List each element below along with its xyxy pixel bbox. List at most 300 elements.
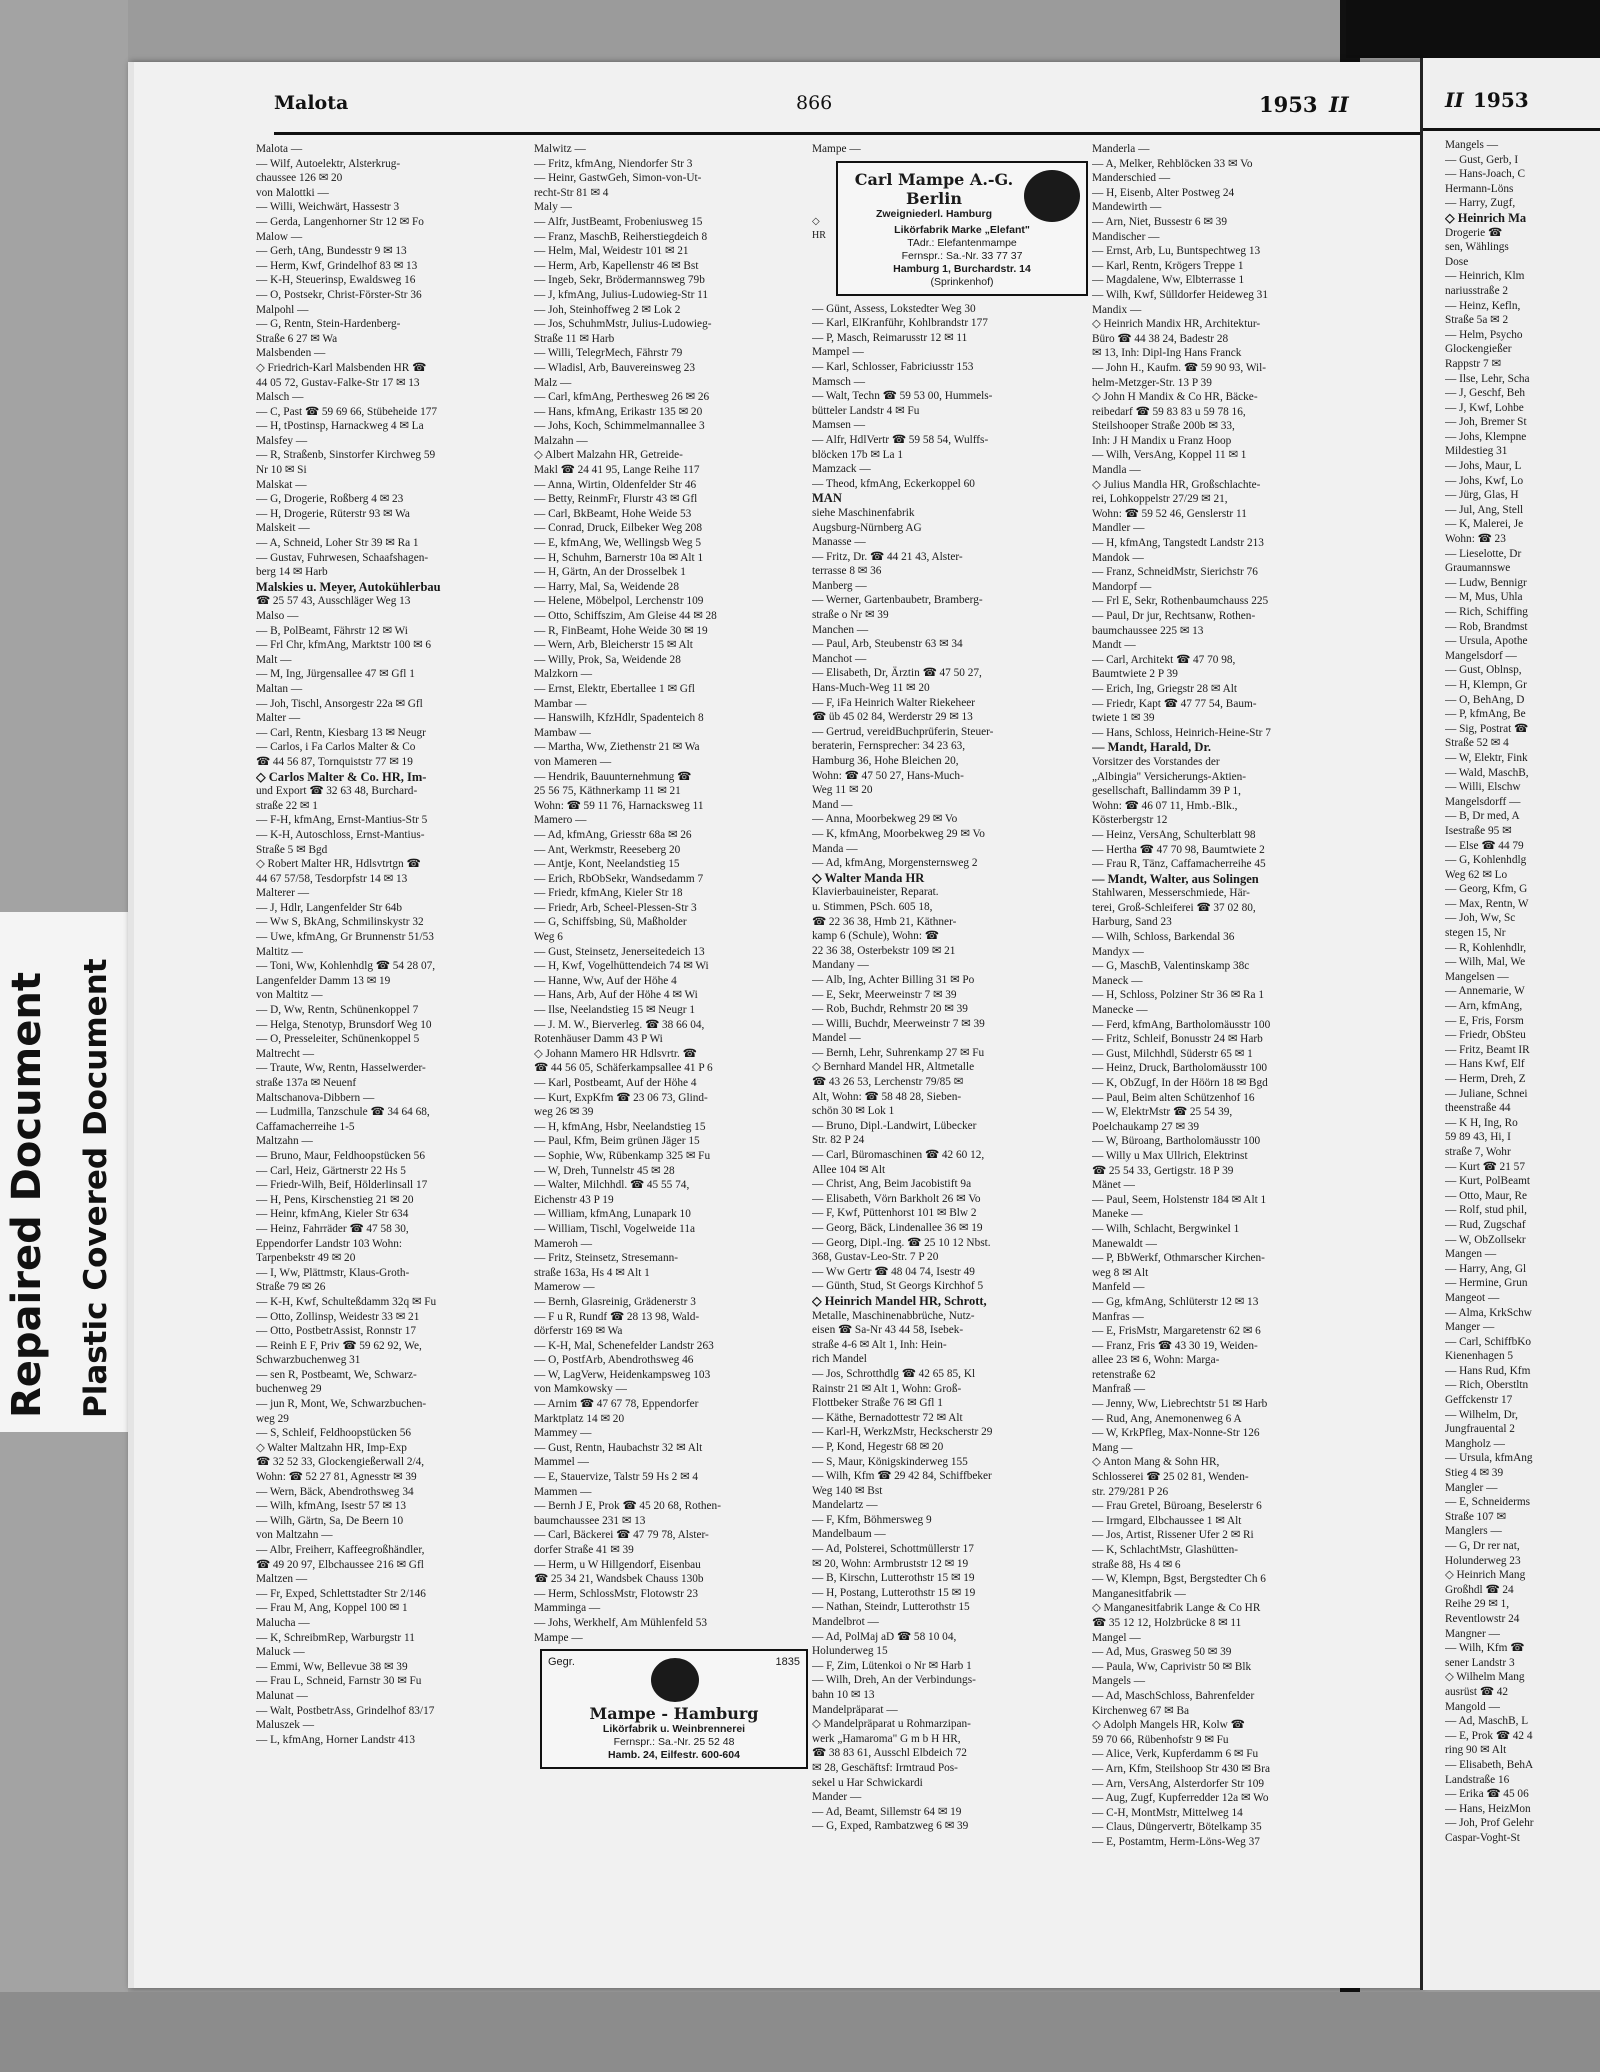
directory-entry: — W, KrkPfleg, Max-Nonne-Str 126 — [1092, 1427, 1260, 1440]
directory-entry: Mangels — — [1092, 1675, 1146, 1688]
directory-entry: — K, SchreibmRep, Warburgstr 11 — [256, 1631, 415, 1644]
directory-entry: Manfeld — — [1092, 1281, 1145, 1294]
directory-entry: — Ad, Mus, Grasweg 50 ✉ 39 — [1092, 1646, 1232, 1659]
directory-entry: — H, kfmAng, Tangstedt Landstr 213 — [1092, 537, 1264, 550]
facing-head-year: 1953 — [1473, 88, 1529, 112]
directory-entry: straße 4-6 ✉ Alt 1, Inh: Hein- — [812, 1338, 947, 1351]
directory-entry: beraterin, Fernsprecher: 34 23 63, — [812, 740, 966, 753]
directory-entry: — Heinz, Druck, Bartholomäusstr 100 — [1092, 1062, 1268, 1075]
directory-entry: Maly — — [534, 201, 572, 214]
directory-entry: Harburg, Sand 23 — [1092, 916, 1172, 929]
directory-entry: ◇ John H Mandix & Co HR, Bäcke- — [1092, 391, 1258, 404]
directory-entry: — Johs, Klempne — [1445, 430, 1527, 443]
directory-entry: — Karl, Rentn, Krögers Treppe 1 — [1092, 259, 1244, 272]
directory-entry: — H, Schloss, Polziner Str 36 ✉ Ra 1 — [1092, 989, 1265, 1002]
directory-entry: ◇ Heinrich Mang — [1445, 1569, 1526, 1582]
directory-entry: — jun R, Mont, We, Schwarzbuchen- — [256, 1398, 427, 1411]
directory-entry: Malpohl — — [256, 303, 309, 316]
ad-line: Fernspr.: Sa.-Nr. 33 77 37 — [901, 249, 1023, 262]
directory-entry: ◇ Heinrich Ma — [1445, 210, 1527, 225]
directory-entry: Manganesitfabrik — — [1092, 1587, 1186, 1600]
directory-entry: Malunat — — [256, 1689, 308, 1702]
directory-entry: — Carl, Bäckerei ☎ 47 79 78, Alster- — [534, 1529, 709, 1542]
directory-entry: — Albr, Freiherr, Kaffeegroßhändler, — [256, 1544, 425, 1556]
directory-entry: ☎ üb 45 02 84, Werderstr 29 ✉ 13 — [812, 711, 973, 724]
directory-entry: straße 163a, Hs 4 ✉ Alt 1 — [534, 1266, 650, 1279]
directory-entry: — W, Klempn, Bgst, Bergstedter Ch 6 — [1092, 1573, 1266, 1586]
directory-entry: — Arn, Kfm, Steilshoop Str 430 ✉ Bra — [1092, 1762, 1270, 1775]
column-1 — [256, 142, 536, 1982]
directory-entry: — Günth, Stud, St Georgs Kirchhof 5 — [812, 1280, 984, 1293]
directory-entry: — H, Schuhm, Barnerstr 10a ✉ Alt 1 — [534, 551, 704, 564]
running-head-volume: II — [1329, 92, 1349, 117]
directory-entry: 44 05 72, Gustav-Falke-Str 17 ✉ 13 — [256, 376, 420, 389]
directory-entry: — Joh, Ww, Sc — [1445, 912, 1516, 925]
directory-entry: ✉ 13, Inh: Dipl-Ing Hans Franck — [1092, 347, 1242, 360]
directory-entry: Maltschanova-Dibbern — — [256, 1091, 375, 1104]
directory-entry: „Albingia" Versicherungs-Aktien- — [1092, 770, 1247, 783]
directory-entry: Weg 6 — [534, 931, 563, 944]
directory-entry: — H, Postang, Lutterothstr 15 ✉ 19 — [812, 1586, 976, 1599]
directory-entry: — Ant, Werkmstr, Reeseberg 20 — [534, 843, 681, 856]
column-4 — [1092, 142, 1372, 1982]
directory-entry: — Ad, Beamt, Sillemstr 64 ✉ 19 — [812, 1805, 962, 1818]
directory-entry: — Magdalene, Ww, Elbterrasse 1 — [1092, 274, 1245, 287]
directory-entry: Tarpenbekstr 49 ✉ 20 — [256, 1252, 356, 1265]
directory-entry: ✉ 20, Wohn: Armbruststr 12 ✉ 19 — [812, 1557, 969, 1570]
directory-entry: Mampe — — [534, 1631, 583, 1644]
directory-entry: Makl ☎ 24 41 95, Lange Reihe 117 — [534, 464, 700, 477]
directory-entry: Maneke — — [1092, 1208, 1143, 1221]
directory-entry: Maluck — — [256, 1646, 305, 1659]
directory-entry: — Bernh, Glasreinig, Grädenerstr 3 — [534, 1295, 696, 1308]
directory-entry: Mampe — — [812, 143, 861, 155]
directory-entry: — Ad, MaschSchloss, Bahrenfelder — [1092, 1689, 1255, 1702]
directory-entry: — Gust, Steinsetz, Jenerseitedeich 13 — [534, 945, 705, 958]
directory-entry: gesellschaft, Ballindamm 39 P 1, — [1092, 785, 1241, 798]
directory-entry: sener Landstr 3 — [1445, 1656, 1515, 1669]
directory-entry: Eppendorfer Landstr 103 Wohn: — [256, 1237, 403, 1250]
directory-entry: ☎ 38 83 61, Ausschl Elbdeich 72 — [812, 1747, 967, 1760]
directory-entry: Geffckenstr 17 — [1445, 1394, 1513, 1407]
directory-entry: — Rob, Brandmst — [1445, 620, 1528, 633]
directory-entry: Mangler — — [1445, 1481, 1498, 1494]
directory-entry: Maluszek — — [256, 1719, 315, 1732]
directory-entry: Mamsen — — [812, 419, 866, 432]
facing-head-volume: II — [1445, 88, 1464, 112]
ad-header-text — [844, 170, 1024, 221]
directory-entry: Malzkorn — — [534, 668, 593, 681]
directory-entry: — Bernh J E, Prok ☎ 45 20 68, Rothen- — [534, 1500, 721, 1513]
directory-entry: — Gust, Gerb, I — [1445, 153, 1519, 166]
directory-entry: — Sig, Postrat ☎ — [1445, 722, 1529, 735]
directory-entry: — Aug, Zugf, Kupferredder 12a ✉ Wo — [1092, 1792, 1269, 1805]
directory-entry: ✉ 28, Geschäftsf: Irmtraud Pos- — [812, 1761, 958, 1774]
directory-entry: Mambar — — [534, 697, 587, 710]
directory-entry: — W, LagVerw, Heidenkampsweg 103 — [534, 1368, 711, 1381]
directory-entry: Wohn: ☎ 47 50 27, Hans-Much- — [812, 769, 964, 782]
directory-entry: helm-Metzger-Str. 13 P 39 — [1092, 376, 1212, 389]
directory-entry: chaussee 126 ✉ 20 — [256, 172, 343, 185]
directory-entry: Manfraß — — [1092, 1383, 1146, 1396]
directory-entry: — Paul, Seem, Holstenstr 184 ✉ Alt 1 — [1092, 1193, 1267, 1206]
directory-entry: — Lieselotte, Dr — [1445, 547, 1522, 560]
directory-entry: — Betty, ReinmFr, Flurstr 43 ✉ Gfl — [534, 493, 698, 506]
directory-entry: — C-H, MontMstr, Mittelweg 14 — [1092, 1806, 1243, 1819]
directory-entry: — Hans-Joach, C — [1445, 168, 1526, 181]
directory-entry: siehe Maschinenfabrik — [812, 506, 915, 519]
directory-entry: — M, Mus, Uhla — [1445, 591, 1523, 604]
directory-entry: Manger — — [1445, 1321, 1495, 1334]
directory-entry: — Gg, kfmAng, Schlüterstr 12 ✉ 13 — [1092, 1295, 1259, 1308]
directory-entry: Landstraße 16 — [1445, 1773, 1510, 1786]
directory-entry: — F, Kwf, Püttenhorst 101 ✉ Blw 2 — [812, 1207, 977, 1220]
directory-entry: bütteler Landstr 4 ✉ Fu — [812, 404, 920, 417]
directory-entry: Straße 11 ✉ Harb — [534, 332, 615, 345]
directory-entry: Malota — — [256, 143, 303, 155]
directory-entry: — J. M. W., Bierverleg. ☎ 38 66 04, — [534, 1018, 705, 1031]
scan-bottom-margin — [0, 1992, 1600, 2072]
directory-entry: — Carl, SchiffbKo — [1445, 1335, 1532, 1348]
directory-entry: theenstraße 44 — [1445, 1102, 1511, 1115]
directory-entry: — Juliane, Schnei — [1445, 1087, 1528, 1100]
directory-entry: Stahlwaren, Messerschmiede, Här- — [1092, 887, 1250, 900]
directory-entry: — Ww Gertr ☎ 48 04 74, Isestr 49 — [812, 1265, 975, 1278]
directory-entry: buchenweg 29 — [256, 1383, 322, 1396]
directory-entry: Büro ☎ 44 38 24, Badestr 28 — [1092, 332, 1229, 345]
directory-entry: Großhdl ☎ 24 — [1445, 1583, 1514, 1596]
directory-entry: — Ww S, BkAng, Schmilinskystr 32 — [256, 916, 424, 929]
directory-entry: ☎ 35 12 12, Holzbrücke 8 ✉ 11 — [1092, 1616, 1242, 1629]
directory-entry: dörferstr 169 ✉ Wa — [534, 1325, 623, 1338]
directory-entry: Eichenstr 43 P 19 — [534, 1193, 614, 1206]
directory-entry: Mandelbaum — — [812, 1528, 886, 1541]
directory-entry: — Frl E, Sekr, Rothenbaumchauss 225 — [1092, 595, 1269, 608]
directory-entry: Jungfrauental 2 — [1445, 1423, 1515, 1436]
directory-entry: — Ad, PolMaj aD ☎ 58 10 04, — [812, 1630, 957, 1643]
directory-entry: Mander — — [812, 1791, 862, 1804]
directory-entry: — Hendrik, Bauunternehmung ☎ — [534, 770, 692, 783]
directory-entry: — H, Drogerie, Rüterstr 93 ✉ Wa — [256, 507, 410, 520]
directory-entry: — W, ElektrMstr ☎ 25 54 39, — [1092, 1106, 1233, 1119]
directory-entry: — G, Schiffsbing, Sü, Maßholder — [534, 916, 687, 929]
directory-entry: — Fritz, Schleif, Bonusstr 24 ✉ Harb — [1092, 1033, 1263, 1046]
directory-entry: — Mandt, Walter, aus Solingen — [1092, 871, 1259, 886]
directory-entry: — Heinz, Fahrräder ☎ 47 58 30, — [256, 1222, 409, 1235]
directory-entry: Malz — — [534, 376, 572, 389]
ad-line: Likörfabrik u. Weinbrennerei — [602, 1723, 746, 1736]
directory-entry: — Ilse, Lehr, Scha — [1445, 372, 1530, 385]
directory-entry: — K, SchlachtMstr, Glashütten- — [1092, 1544, 1239, 1556]
directory-entry: — Conrad, Druck, Eilbeker Weg 208 — [534, 522, 702, 535]
directory-entry: ◇ Heinrich Mandel HR, Schrott, — [812, 1293, 987, 1308]
column-2 — [534, 142, 814, 1982]
directory-entry: Mildestieg 31 — [1445, 445, 1508, 458]
directory-entry: — Heinr, GastwGeh, Simon-von-Ut- — [534, 172, 702, 185]
directory-entry: ☎ 25 34 21, Wandsbek Chauss 130b — [534, 1573, 704, 1586]
directory-entry: — Martha, Ww, Ziethenstr 21 ✉ Wa — [534, 741, 700, 754]
directory-entry: — Frau M, Ang, Koppel 100 ✉ 1 — [256, 1602, 408, 1615]
directory-entry: — Franz, MaschB, Reiherstiegdeich 8 — [534, 230, 708, 243]
directory-entry: twiete 1 ✉ 39 — [1092, 712, 1155, 725]
directory-entry: — Gustav, Fuhrwesen, Schaafshagen- — [256, 551, 429, 564]
directory-entry: — Fritz, Dr. ☎ 44 21 43, Alster- — [812, 550, 963, 563]
directory-entry: — B, Dr med, A — [1445, 810, 1520, 823]
directory-entry: Mampel — — [812, 346, 864, 359]
ad-line: Hamburg 1, Burchardstr. 14 — [893, 262, 1031, 275]
directory-entry: — Reinh E F, Priv ☎ 59 62 92, We, — [256, 1339, 422, 1352]
directory-entry: — Willy u Max Ullrich, Elektrinst — [1092, 1149, 1248, 1162]
directory-entry: weg 26 ✉ 39 — [534, 1106, 594, 1119]
directory-entry: Rappstr 7 ✉ — [1445, 357, 1501, 370]
directory-entry: — Ad, kfmAng, Morgensternsweg 2 — [812, 857, 978, 870]
directory-entry: rei, Lohkoppelstr 27/29 ✉ 21, — [1092, 493, 1228, 506]
directory-entry: Isestraße 95 ✉ — [1445, 824, 1512, 837]
directory-entry: — Nathan, Steindr, Lutterothstr 15 — [812, 1601, 970, 1614]
directory-entry: — Max, Rentn, W — [1445, 897, 1529, 910]
directory-entry: Graumannswe — [1445, 562, 1511, 575]
directory-entry: — Arn, VersAng, Alsterdorfer Str 109 — [1092, 1777, 1265, 1790]
directory-entry: Mang — — [1092, 1441, 1133, 1454]
directory-entry: Holunderweg 23 — [1445, 1554, 1521, 1567]
directory-entry: Mandewirth — — [1092, 201, 1162, 214]
directory-entry: — Fritz, kfmAng, Niendorfer Str 3 — [534, 157, 693, 170]
directory-entry: Glockengießer — [1445, 343, 1512, 356]
directory-entry: — H, Eisenb, Alter Postweg 24 — [1092, 186, 1235, 199]
directory-entry: — Paul, Beim alten Schützenhof 16 — [1092, 1091, 1255, 1104]
directory-entry: — Karl-H, WerkzMstr, Heckscherstr 29 — [812, 1426, 993, 1439]
directory-entry: ◇ Friedrich-Karl Malsbenden HR ☎ — [256, 361, 427, 374]
directory-entry: — Toni, Ww, Kohlenhdlg ☎ 54 28 07, — [256, 960, 436, 973]
directory-entry: — Herm, Kwf, Grindelhof 83 ✉ 13 — [256, 259, 418, 272]
directory-entry: ausrüst ☎ 42 — [1445, 1685, 1509, 1698]
directory-entry: — Fritz, Beamt IR — [1445, 1043, 1530, 1056]
directory-entry: Malterer — — [256, 887, 310, 900]
directory-entry: — Heinz, VersAng, Schulterblatt 98 — [1092, 828, 1256, 841]
directory-entry: — Frl Chr, kfmAng, Marktstr 100 ✉ 6 — [256, 639, 432, 652]
directory-entry: — K-H, Kwf, Schulteßdamm 32q ✉ Fu — [256, 1295, 437, 1308]
facing-column — [1445, 138, 1600, 1978]
directory-entry: Maltzahn — — [256, 1135, 313, 1148]
ad-line: Likörfabrik Marke „Elefant" — [894, 223, 1030, 236]
directory-entry: — J, Kwf, Lohbe — [1445, 401, 1524, 414]
directory-entry: — Carl, BkBeamt, Hohe Weide 53 — [534, 507, 692, 520]
directory-entry: Str. 82 P 24 — [812, 1134, 865, 1147]
directory-entry: ◇ Bernhard Mandel HR, Altmetalle — [812, 1061, 975, 1074]
directory-entry: — Walt, PostbetrAss, Grindelhof 83/17 — [256, 1704, 435, 1717]
directory-entry: sekel u Har Schwickardi — [812, 1776, 923, 1789]
directory-entry: straße 137a ✉ Neuenf — [256, 1077, 357, 1089]
directory-entry: — Joh, Bremer St — [1445, 416, 1527, 429]
directory-entry: — H, kfmAng, Hsbr, Neelandstieg 15 — [534, 1120, 706, 1133]
directory-entry: — Harry, Zugf, — [1445, 197, 1516, 210]
directory-entry: — Johs, Koch, Schimmelmannallee 3 — [534, 420, 705, 433]
directory-entry: — Hanne, Ww, Auf der Höhe 4 — [534, 974, 677, 987]
directory-entry: ◇ Heinrich Mandix HR, Architektur- — [1092, 318, 1261, 331]
directory-entry: — E, Schneiderms — [1445, 1496, 1531, 1509]
directory-entry: Mandelartz — — [812, 1499, 878, 1512]
directory-entry: ◇ Robert Malter HR, Hdlsvtrtgn ☎ — [256, 858, 421, 871]
directory-entry: — Hertha ☎ 47 70 98, Baumtwiete 2 — [1092, 843, 1265, 856]
carl-mampe-berlin-ad — [836, 161, 1088, 296]
directory-entry: Flottbeker Straße 76 ✉ Gfl 1 — [812, 1397, 943, 1410]
directory-entry: — R, Kohlenhdlr, — [1445, 941, 1527, 954]
directory-entry: — S, Maur, Königskinderweg 155 — [812, 1455, 968, 1468]
directory-entry: Reventlowstr 24 — [1445, 1612, 1520, 1625]
directory-entry: — G, Dr rer nat, — [1445, 1540, 1520, 1552]
directory-entry: Mandyx — — [1092, 945, 1144, 958]
directory-entry: — O, Presseleiter, Schünenkoppel 5 — [256, 1033, 420, 1046]
directory-entry: — Harry, Mal, Sa, Weidende 28 — [534, 580, 679, 593]
directory-entry: Manberg — — [812, 579, 867, 592]
directory-entry: — Gust, Oblnsp, — [1445, 664, 1522, 677]
directory-entry: — William, kfmAng, Lunapark 10 — [534, 1208, 691, 1221]
directory-entry: ☎ 49 20 97, Elbchaussee 216 ✉ Gfl — [256, 1558, 424, 1571]
directory-entry: nariusstraße 2 — [1445, 284, 1509, 297]
directory-entry: Maltzen — — [256, 1573, 308, 1586]
directory-entry: recht-Str 81 ✉ 4 — [534, 186, 609, 199]
directory-entry: — Ad, Polsterei, Schottmüllerstr 17 — [812, 1543, 974, 1556]
directory-entry: Drogerie ☎ — [1445, 226, 1503, 239]
directory-entry: Poelchaukamp 27 ✉ 39 — [1092, 1120, 1200, 1133]
directory-entry: Maltan — — [256, 682, 303, 695]
directory-entry: str. 279/281 P 26 — [1092, 1485, 1169, 1498]
directory-entry: Wohn: ☎ 23 — [1445, 533, 1506, 546]
directory-entry: — Johs, Kwf, Lo — [1445, 474, 1524, 487]
directory-entry: — Wilh, Schloss, Barkendal 36 — [1092, 931, 1235, 944]
directory-entry: — Bruno, Dipl.-Landwirt, Lübecker — [812, 1119, 977, 1132]
directory-entry: — E, Stauervize, Talstr 59 Hs 2 ✉ 4 — [534, 1471, 699, 1484]
directory-entry: — Wern, Arb, Bleicherstr 15 ✉ Alt — [534, 639, 693, 652]
directory-entry: allee 23 ✉ 6, Wohn: Marga- — [1092, 1354, 1220, 1367]
directory-entry: — Irmgard, Elbchaussee 1 ✉ Alt — [1092, 1514, 1242, 1527]
directory-entry: — Ad, MaschB, L — [1445, 1715, 1529, 1728]
directory-entry: — Frau Gretel, Büroang, Beselerstr 6 — [1092, 1500, 1262, 1513]
directory-entry: — K-H, Autoschloss, Ernst-Mantius- — [256, 828, 425, 841]
hr-marker: ◇ HR — [812, 215, 826, 242]
directory-entry: Malsfey — — [256, 434, 308, 447]
directory-entry: — O, BehAng, D — [1445, 693, 1525, 706]
ad-founded-label: Gegr. — [548, 1656, 575, 1669]
directory-entry: — H, Pens, Kirschenstieg 21 ✉ 20 — [256, 1193, 414, 1206]
directory-entry: — Else ☎ 44 79 — [1445, 839, 1524, 852]
directory-entry: Straße 6 27 ✉ Wa — [256, 332, 338, 345]
directory-entry: Mandix — — [1092, 303, 1142, 316]
directory-entry: Mandorpf — — [1092, 580, 1152, 593]
directory-entry: — Rich, Schiffing — [1445, 606, 1528, 618]
directory-entry: — Walt, Techn ☎ 59 53 00, Hummels- — [812, 390, 993, 403]
directory-entry: — Erich, RbObSekr, Wandsedamm 7 — [534, 872, 704, 885]
directory-entry: — Hans, kfmAng, Erikastr 135 ✉ 20 — [534, 405, 703, 418]
directory-entry: Metalle, Maschinenabbrüche, Nutz- — [812, 1309, 975, 1322]
directory-entry: — Wilh, Kwf, Sülldorfer Heideweg 31 — [1092, 288, 1268, 301]
directory-entry: — Emmi, Ww, Bellevue 38 ✉ 39 — [256, 1660, 408, 1673]
directory-entry: weg 8 ✉ Alt — [1092, 1266, 1149, 1279]
scan-corner-black — [1346, 0, 1600, 58]
directory-entry: ☎ 44 56 87, Tornquiststr 77 ✉ 19 — [256, 755, 413, 768]
ad-founded-row — [548, 1656, 800, 1704]
directory-entry: reibedarf ☎ 59 83 83 u 59 78 16, — [1092, 405, 1246, 418]
directory-entry: Stieg 4 ✉ 39 — [1445, 1467, 1504, 1480]
directory-entry: Mandel — — [812, 1032, 861, 1045]
directory-entry: Manasse — — [812, 536, 866, 549]
directory-entry: Malskeit — — [256, 522, 310, 535]
directory-entry: — F u R, Rundf ☎ 28 13 98, Wald- — [534, 1310, 700, 1323]
directory-entry: — Mandt, Harald, Dr. — [1092, 740, 1211, 755]
directory-entry: — B, PolBeamt, Fährstr 12 ✉ Wi — [256, 624, 408, 637]
directory-entry: — Karl, Postbeamt, Auf der Höhe 4 — [534, 1077, 697, 1089]
facing-page — [1420, 58, 1600, 1990]
directory-entry: — F, Kfm, Böhmersweg 9 — [812, 1513, 932, 1526]
directory-entry: Mangel — — [1092, 1631, 1141, 1644]
directory-entry: — Gertrud, vereidBuchprüferin, Steuer- — [812, 725, 994, 738]
directory-entry: — Gerda, Langenhorner Str 12 ✉ Fo — [256, 215, 424, 228]
directory-entry: — W, Büroang, Bartholomäusstr 100 — [1092, 1135, 1261, 1148]
directory-entry: — Carl, Heiz, Gärtnerstr 22 Hs 5 — [256, 1164, 406, 1177]
directory-entry: Manderla — — [1092, 143, 1150, 155]
directory-entry: — Friedr, Kapt ☎ 47 77 54, Baum- — [1092, 697, 1257, 710]
directory-entry: — K, ObZugf, In der Höörn 18 ✉ Bgd — [1092, 1077, 1268, 1089]
directory-entry: 368, Gustav-Leo-Str. 7 P 20 — [812, 1251, 939, 1264]
directory-entry: — G, Kohlenhdlg — [1445, 854, 1527, 867]
directory-entry: ◇ Johann Mamero HR Hdlsvrtr. ☎ — [534, 1047, 697, 1060]
directory-entry: Straße 79 ✉ 26 — [256, 1281, 326, 1294]
directory-entry: — Johs, Maur, L — [1445, 460, 1522, 473]
directory-entry: — Ludmilla, Tanzschule ☎ 34 64 68, — [256, 1106, 430, 1119]
directory-entry: baumchaussee 225 ✉ 13 — [1092, 624, 1204, 637]
directory-entry: ◇ Walter Maltzahn HR, Imp-Exp — [256, 1441, 407, 1454]
directory-entry: — Wilh, kfmAng, Isestr 57 ✉ 13 — [256, 1500, 407, 1513]
directory-entry: — Ursula, Apothe — [1445, 635, 1528, 648]
directory-entry: Manda — — [812, 842, 858, 855]
directory-entry: — I, Ww, Plättmstr, Klaus-Groth- — [256, 1266, 410, 1279]
directory-entry: Baumtwiete 2 P 39 — [1092, 668, 1178, 681]
directory-entry: — Harry, Ang, Gl — [1445, 1262, 1527, 1275]
directory-entry: — Wilh, VersAng, Koppel 11 ✉ 1 — [1092, 449, 1247, 462]
directory-entry: — Carl, Architekt ☎ 47 70 98, — [1092, 653, 1236, 666]
directory-entry: — Annemarie, W — [1445, 985, 1525, 998]
directory-entry: Mangelsdorf — — [1445, 649, 1517, 662]
directory-entry: — Antje, Kont, Neelandstieg 15 — [534, 858, 680, 871]
directory-entry: von Malottki — — [256, 186, 329, 199]
ad-line: Hamb. 24, Eilfestr. 600-604 — [608, 1749, 740, 1762]
directory-entry: Mammey — — [534, 1427, 592, 1440]
directory-entry: Straße 5a ✉ 2 — [1445, 314, 1509, 327]
directory-entry: — Joh, Steinhoffweg 2 ✉ Lok 2 — [534, 303, 681, 316]
directory-entry: Steilshooper Straße 200b ✉ 33, — [1092, 420, 1235, 433]
directory-entry: Straße 107 ✉ — [1445, 1510, 1506, 1523]
directory-entry: 25 56 75, Käthnerkamp 11 ✉ 21 — [534, 785, 681, 798]
directory-entry: — Fr, Exped, Schlettstadter Str 2/146 — [256, 1587, 426, 1600]
directory-entry: Rotenhäuser Damm 43 P Wi — [534, 1033, 663, 1046]
directory-entry: Alt, Wohn: ☎ 58 48 28, Sieben- — [812, 1090, 962, 1103]
directory-entry: — Ursula, kfmAng — [1445, 1452, 1533, 1465]
directory-entry: — F-H, kfmAng, Ernst-Mantius-Str 5 — [256, 814, 428, 827]
directory-entry: — Herm, u W Hillgendorf, Eisenbau — [534, 1558, 701, 1571]
directory-entry: — Wilf, Autoelektr, Alsterkrug- — [256, 157, 401, 170]
directory-entry: 59 70 66, Rübenhofstr 9 ✉ Fu — [1092, 1733, 1229, 1746]
directory-entry: 44 67 57/58, Tesdorpfstr 14 ✉ 13 — [256, 872, 408, 885]
directory-entry: Caffamacherreihe 1-5 — [256, 1120, 355, 1133]
directory-entry: ◇ Julius Mandla HR, Großschlachte- — [1092, 478, 1261, 491]
directory-entry: — Jos, Artist, Rissener Ufer 2 ✉ Ri — [1092, 1529, 1254, 1542]
directory-entry: — Otto, Maur, Re — [1445, 1189, 1528, 1202]
directory-entry: straße 88, Hs 4 ✉ 6 — [1092, 1558, 1181, 1571]
directory-entry: ◇ Mandelpräparat u Rohmarzipan- — [812, 1718, 971, 1731]
directory-entry: — Otto, Zollinsp, Weidestr 33 ✉ 21 — [256, 1310, 420, 1323]
directory-entry: Manewaldt — — [1092, 1237, 1157, 1250]
directory-entry: — Jos, Schrotthdlg ☎ 42 65 85, Kl — [812, 1367, 976, 1380]
